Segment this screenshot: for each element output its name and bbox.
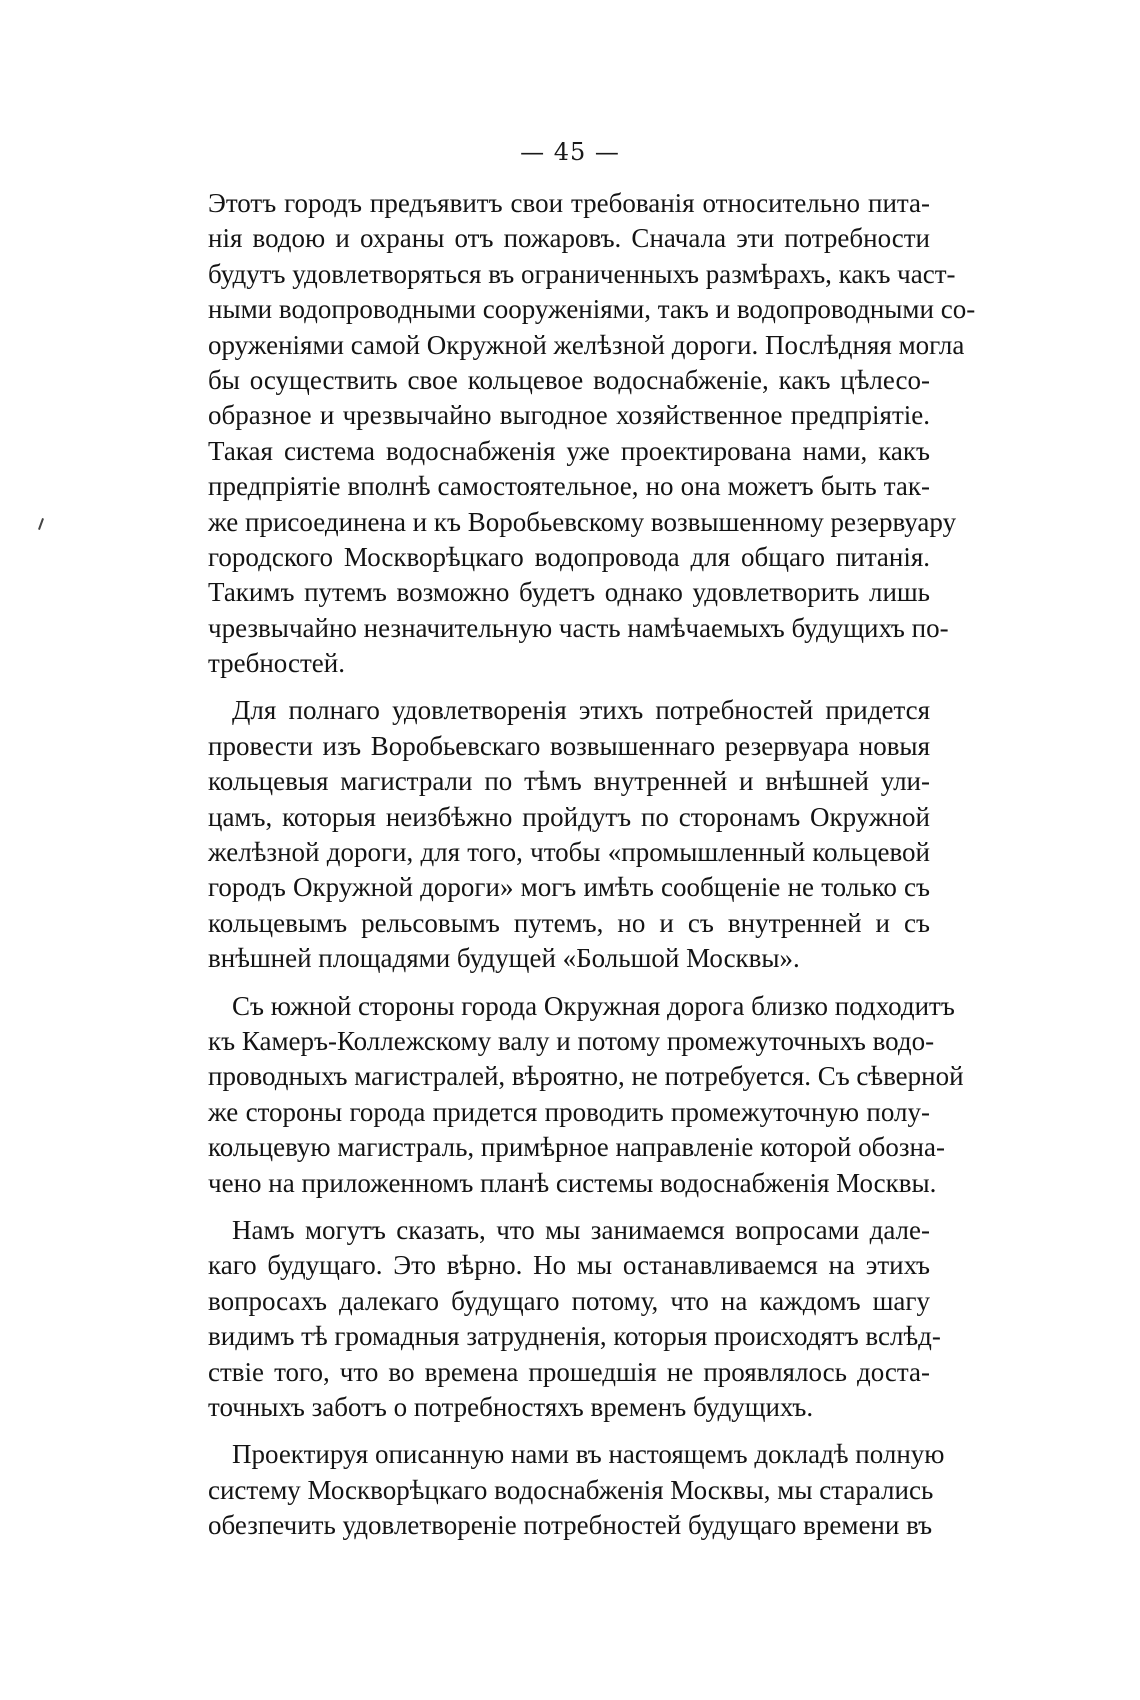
text-line: чено на приложенномъ планѣ системы водоснабженія Москвы. (208, 1167, 937, 1198)
text-line: Такая система водоснабженія уже проектирована нами, какъ (208, 435, 930, 466)
text-line: ными водопроводными сооруженіями, такъ и водопроводными со- (208, 294, 976, 325)
text-line: видимъ тѣ громадныя затрудненія, которыя происходятъ вслѣд- (208, 1321, 941, 1352)
text-line: вопросахъ далекаго будущаго потому, что на каждомъ шагу (208, 1285, 930, 1316)
text-line: городского Москворѣцкаго водопровода для общаго питанія. (208, 541, 930, 572)
text-line: проводныхъ магистралей, вѣроятно, не потребуется. Съ сѣверной (208, 1061, 964, 1092)
paragraph (208, 1437, 945, 1543)
margin-mark (38, 518, 44, 530)
paragraph-gap (208, 977, 930, 989)
text-line: же стороны города придется проводить промежуточную полу- (208, 1096, 930, 1127)
text-line: цамъ, которыя неизбѣжно пройдутъ по сторонамъ Окружной (208, 801, 930, 832)
text-line: требностей. (208, 648, 345, 679)
text-line: кольцевую магистраль, примѣрное направленіе которой обозна- (208, 1132, 945, 1163)
text-line: будутъ удовлетворяться въ ограниченныхъ размѣрахъ, какъ част- (208, 258, 956, 289)
text-line: Проектируя описанную нами въ настоящемъ докладѣ полную (232, 1439, 945, 1470)
text-line: Намъ могутъ сказать, что мы занимаемся вопросами дале- (232, 1214, 930, 1245)
text-line: Такимъ путемъ возможно будетъ однако удовлетворить лишь (208, 577, 930, 608)
paragraph (208, 989, 964, 1201)
body-text (208, 186, 976, 1543)
text-line: бы осуществить свое кольцевое водоснабженіе, какъ цѣлесо- (208, 364, 930, 395)
paragraph-gap (208, 1425, 930, 1437)
text-line: Этотъ городъ предъявитъ свои требованія относительно пита- (208, 188, 930, 218)
text-line: къ Камеръ-Коллежскому валу и потому промежуточныхъ водо- (208, 1025, 935, 1056)
text-line: образное и чрезвычайно выгодное хозяйственное предпріятіе. (208, 400, 930, 431)
text-line: городъ Окружной дороги» могъ имѣть сообщеніе не только съ (208, 872, 930, 903)
text-line: систему Москворѣцкаго водоснабженія Москвы, мы старались (208, 1474, 934, 1505)
page-number: — 45 — (520, 138, 620, 166)
paragraph (208, 186, 976, 681)
paragraph (208, 693, 930, 976)
text-line: каго будущаго. Это вѣрно. Но мы останавливаемся на этихъ (208, 1250, 930, 1281)
text-line: предпріятіе вполнѣ самостоятельное, но она можетъ быть так- (208, 471, 930, 502)
text-line: желѣзной дороги, для того, чтобы «промышленный кольцевой (208, 837, 930, 868)
text-line: Для полнаго удовлетворенія этихъ потребностей придется (232, 695, 930, 726)
text-line: кольцевыя магистрали по тѣмъ внутренней и внѣшней ули- (208, 766, 930, 797)
text-line: нія водою и охраны отъ пожаровъ. Сначала эти потребности (208, 223, 930, 254)
paragraph-gap (208, 681, 930, 693)
text-line: же присоединена и къ Воробьевскому возвышенному резервуару (208, 506, 957, 537)
text-line: внѣшней площадями будущей «Большой Москвы». (208, 943, 800, 974)
text-line: точныхъ заботъ о потребностяхъ временъ будущихъ. (208, 1391, 814, 1422)
text-line: кольцевымъ рельсовымъ путемъ, но и съ внутренней и съ (208, 907, 930, 938)
paragraph-gap (208, 1201, 930, 1213)
paragraph (208, 1213, 941, 1425)
text-line: оруженіями самой Окружной желѣзной дороги. Послѣдняя могла (208, 329, 965, 360)
text-line: Съ южной стороны города Окружная дорога близко подходитъ (232, 990, 955, 1021)
text-line: обезпечить удовлетвореніе потребностей будущаго времени въ (208, 1510, 933, 1541)
text-line: ствіе того, что во времена прошедшія не проявлялось доста- (208, 1356, 930, 1387)
text-line: провести изъ Воробьевскаго возвышеннаго резервуара новыя (208, 730, 930, 761)
text-line: чрезвычайно незначительную часть намѣчаемыхъ будущихъ по- (208, 612, 949, 643)
